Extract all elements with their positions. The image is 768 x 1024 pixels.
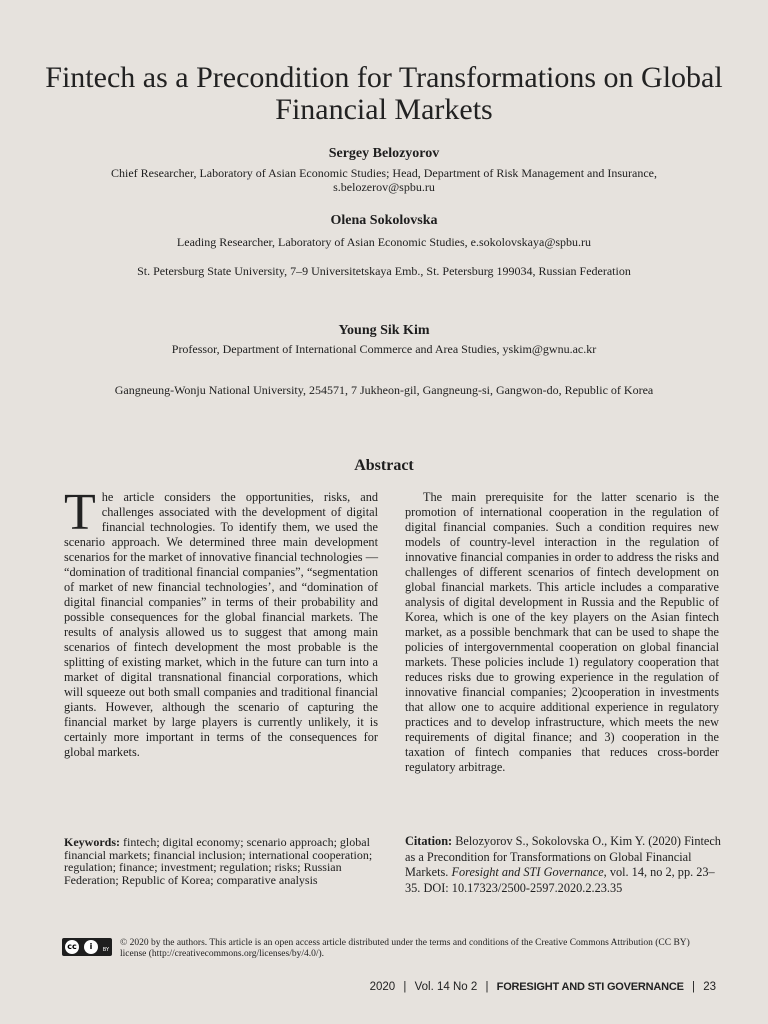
keywords-label: Keywords: xyxy=(64,835,120,849)
author-name-2: Olena Sokolovska xyxy=(330,213,438,228)
footer-separator-1: | xyxy=(403,981,407,993)
footer-issue: No 2 xyxy=(452,981,478,993)
abstract-paragraph-2: The main prerequisite for the latter scenario is the promotion of international cooperation in the regulation of digital financial companies. Such a condition requires new models of country-level interaction in the regulation of innovative financial companies in order to address the risks and challenges of different scenarios of fintech development on global financial markets. This article includes a comparative analysis of digital development in Russia and the Republic of Korea, which is one of the key players on the Asian fintech market, as a possible benchmark that can be used to shape the policies of intergovernmental cooperation on global financial markets. These policies include 1) regulatory cooperation that reduces risks due to growing experience in the regulation of innovative financial companies; 2)cooperation in investments that allow one to acquire additional experience in regulatory practices and to develop infrastructure, which meets the new requirements of digital finance; and 3) cooperation in the taxation of fintech companies that reduces cross-border regulatory arbitrage. xyxy=(405,490,719,774)
drop-cap: T xyxy=(64,484,96,541)
author-affiliation-3: Professor, Department of International Commerce and Area Studies, yskim@gwnu.ac.kr xyxy=(171,342,597,356)
page-number: 23 xyxy=(703,981,716,993)
author-name-3: Young Sik Kim xyxy=(338,323,430,338)
author-email-1[interactable]: s.belozerov@spbu.ru xyxy=(333,180,435,194)
cc-by-license-icon[interactable] xyxy=(62,938,112,956)
abstract-column-left xyxy=(64,484,378,760)
footer-separator-3: | xyxy=(692,981,695,993)
abstract-paragraph-1-text: he article considers the opportunities, risks, and challenges associated with the development of digital financial technologies. To identify them, we used the scenario approach. We determined three main development scenarios for the market of innovative financial technologies — “domination of traditional financial companies”, “segmentation of market of new financial technologies’, and “domination of digital financial companies” in terms of their probability and possible consequences for the global financial markets. The results of analysis allowed us to suggest that among main scenarios of fintech development the most probable is the splitting of existing market, which in the future can turn into a market of digital transnational financial corporations, which will squeeze out both small companies and traditional financial giants. However, although the scenario of capturing the financial market by large players is currently unlikely, it is certainly more important in terms of the consequences for global markets. xyxy=(64,490,378,759)
by-label: BY xyxy=(102,946,109,953)
keywords xyxy=(64,836,380,886)
author-affiliation-1 xyxy=(40,166,728,194)
institution-1: St. Petersburg State University, 7–9 Universitetskaya Emb., St. Petersburg 199034, Russian Federation xyxy=(137,264,631,278)
abstract-paragraph-1 xyxy=(64,484,378,760)
abstract-heading: Abstract xyxy=(354,457,414,474)
attribution-icon: i xyxy=(84,940,98,954)
author-name-1: Sergey Belozyorov xyxy=(328,146,440,161)
cc-icon: cc xyxy=(65,940,79,954)
license-notice xyxy=(62,938,702,959)
citation-text-2: , vol. 14, no 2, pp. 23–35. DOI: 10.17323/2500-2597.2020.2.23.35 xyxy=(405,865,715,895)
footer-journal: FORESIGHT AND STI GOVERNANCE xyxy=(496,981,684,993)
footer-year: 2020 xyxy=(369,981,396,993)
citation-text-1: Belozyorov S., Sokolovska O., Kim Y. (2020) Fintech as a Precondition for Transformations on Global Financial Markets. xyxy=(405,834,721,879)
license-text: © 2020 by the authors. This article is an open access article distributed under the terms and conditions of the Creative Commons Attribution (CC BY) license (http://creativecommons.org/licenses/by/4.0/). xyxy=(120,938,690,959)
abstract-column-right xyxy=(405,490,719,775)
page-footer xyxy=(370,981,716,993)
paper-title: Fintech as a Precondition for Transformations on Global Financial Markets xyxy=(45,61,723,126)
citation xyxy=(405,834,725,896)
institution-2: Gangneung-Wonju National University, 254571, 7 Jukheon-gil, Gangneung-si, Gangwon-do, Republic of Korea xyxy=(114,383,654,397)
footer-volume: Vol. 14 xyxy=(414,981,450,993)
keywords-text: fintech; digital economy; scenario approach; global financial markets; financial inclusion; international cooperation; regulation; finance; investment; regulation; risks; Russian Federation; Republic of Korea; comparative analysis xyxy=(64,835,373,887)
citation-label: Citation: xyxy=(405,834,453,848)
author-affiliation-1-text: Chief Researcher, Laboratory of Asian Economic Studies; Head, Department of Risk Management and Insurance, xyxy=(110,166,657,180)
author-affiliation-2: Leading Researcher, Laboratory of Asian Economic Studies, e.sokolovskaya@spbu.ru xyxy=(176,235,592,249)
citation-journal: Foresight and STI Governance xyxy=(451,865,604,879)
footer-separator-2: | xyxy=(485,981,489,993)
